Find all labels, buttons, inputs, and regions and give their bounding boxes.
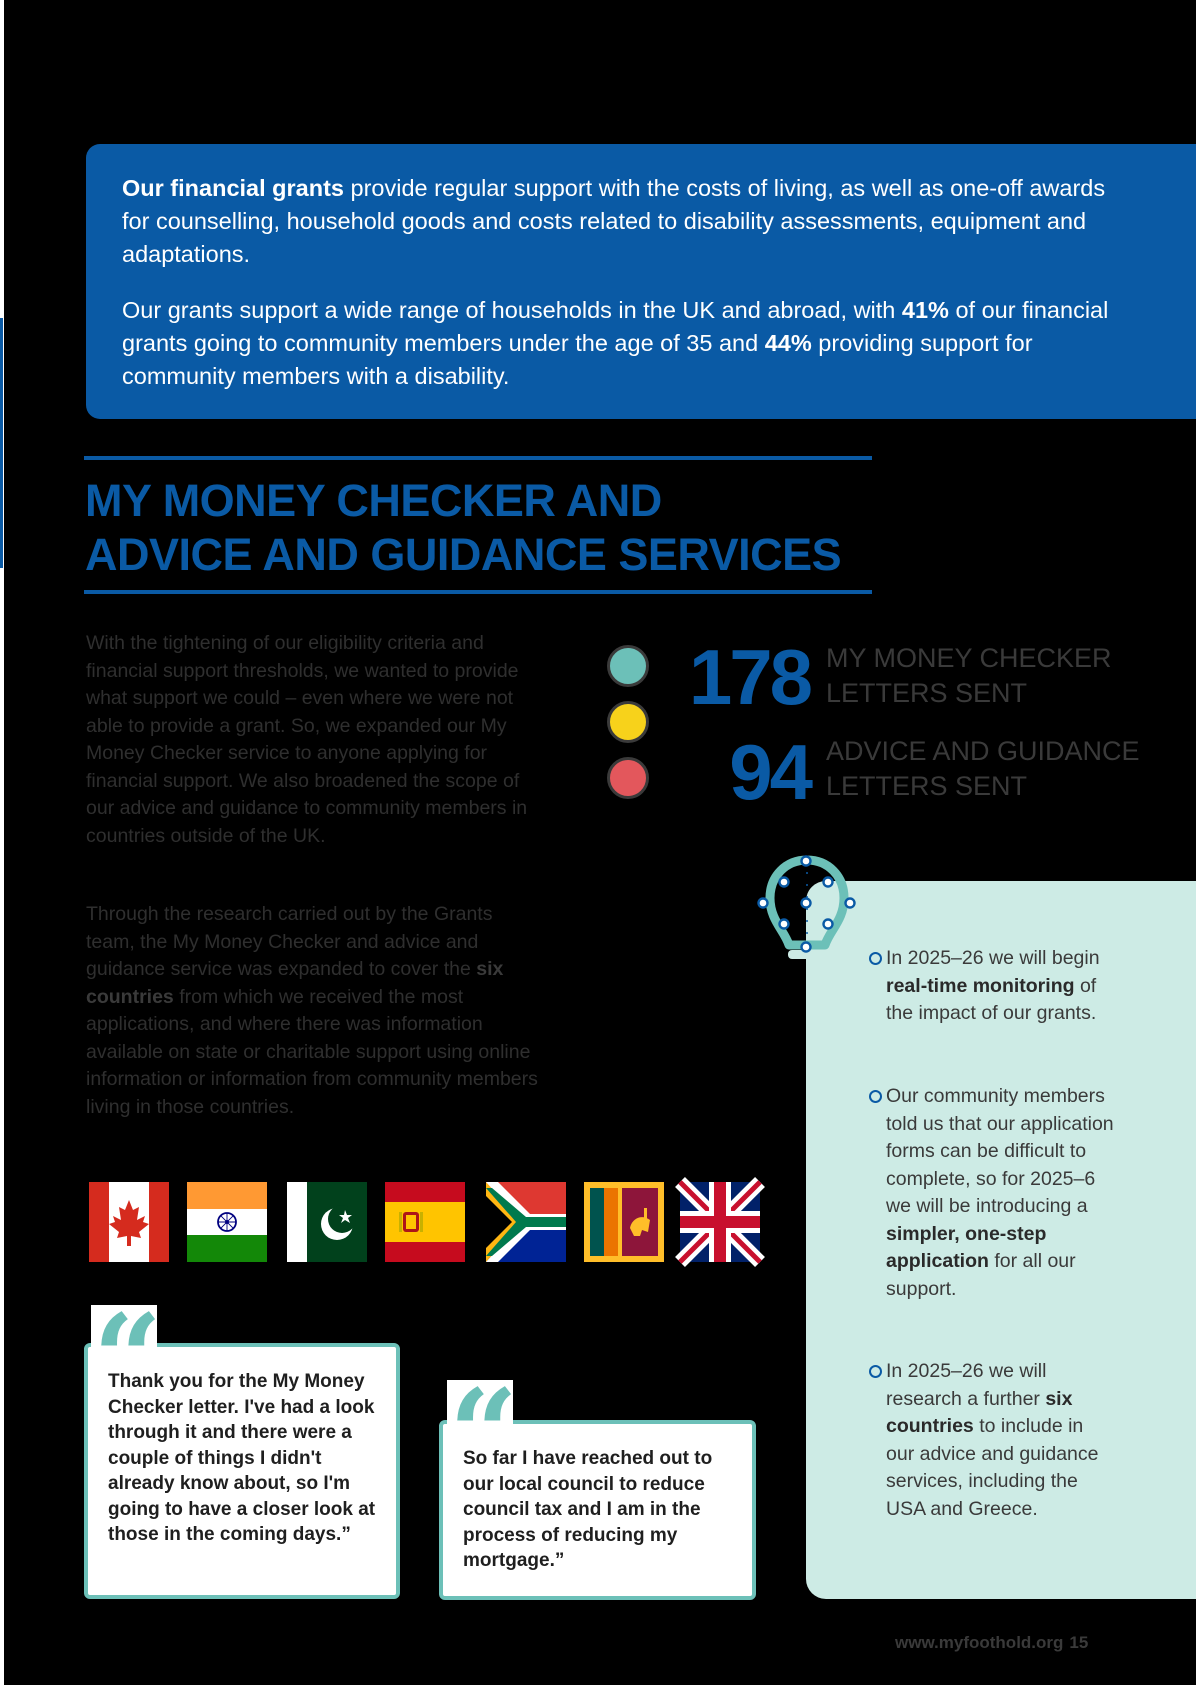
flag-sri-lanka-icon	[584, 1182, 664, 1262]
quote-text-2: So far I have reached out to our local council to reduce council tax and I am in the process of reducing my mortgage.”	[463, 1448, 713, 1571]
footer-url[interactable]: www.myfoothold.org	[895, 1633, 1064, 1652]
heading-rule-top	[84, 456, 872, 460]
section-heading: MY MONEY CHECKER AND ADVICE AND GUIDANCE SERVICES	[85, 475, 842, 580]
body-paragraph-2: Through the research carried out by the Grants team, the My Money Checker and advice and guidance service was expanded to cover the six countries from which we received the most applications, and where there was information available on state or charitable support using online information or information from community members living in those countries.	[86, 903, 538, 1118]
page-footer	[895, 1633, 1088, 1653]
plan-item-1: In 2025–26 we will begin real-time monitoring of the impact of our grants.	[886, 947, 1100, 1024]
flag-south-africa-icon	[486, 1182, 566, 1262]
flag-canada-icon	[89, 1182, 169, 1262]
page-edge	[0, 0, 4, 1685]
heading-rule-bottom	[84, 590, 872, 594]
body-paragraph-1: With the tightening of our eligibility criteria and financial support thresholds, we wanted to provide what support we could – even where we were not able to provide a grant. So, we expanded our My Money Checker service to anyone applying for financial support. We also broadened the scope of our advice and guidance to community members in countries outside of the UK.	[86, 632, 528, 847]
page-number: 15	[1069, 1633, 1089, 1652]
flag-spain-icon	[385, 1182, 465, 1262]
quote-mark-icon: “	[449, 1363, 519, 1504]
bullet-icon	[869, 1090, 882, 1103]
page-edge-accent	[0, 318, 3, 568]
plan-item-2: Our community members told us that our application forms can be difficult to complete, so for 2025–6 we will be introducing a simpler, one-step application for all our support.	[886, 1085, 1114, 1300]
financial-grants-panel	[86, 144, 1196, 419]
flag-united-kingdom-icon	[680, 1182, 760, 1262]
quote-text-1: Thank you for the My Money Checker letter. I've had a look through it and there were a couple of things I didn't already know about, so I'm going to have a closer look at those in the coming days.”	[108, 1371, 376, 1545]
grants-paragraph-1: Our financial grants provide regular support with the costs of living, as well as one-off awards for counselling, household goods and costs related to disability assessments, equipment and adaptations.	[122, 175, 1106, 267]
quote-mark-icon: “	[93, 1288, 163, 1429]
bullet-icon	[869, 1365, 882, 1378]
flag-india-icon	[187, 1182, 267, 1262]
grants-paragraph-2: Our grants support a wide range of households in the UK and abroad, with 41% of our financial grants going to community members under the age of 35 and 44% providing support for community members with a disability.	[122, 297, 1109, 389]
flag-pakistan-icon	[287, 1182, 367, 1262]
plan-item-3: In 2025–26 we will research a further six countries to include in our advice and guidance services, including the USA and Greece.	[886, 1360, 1099, 1520]
stat-value-letters-money-checker: 178	[688, 633, 810, 721]
bullet-icon	[869, 952, 882, 965]
stat-value-advice-guidance: 94	[729, 728, 810, 816]
stat-label-money-checker: MY MONEY CHECKER LETTERS SENT	[826, 643, 1112, 708]
stat-label-advice-guidance: ADVICE AND GUIDANCE LETTERS SENT	[826, 736, 1140, 801]
lightbulb-icon	[752, 850, 862, 975]
